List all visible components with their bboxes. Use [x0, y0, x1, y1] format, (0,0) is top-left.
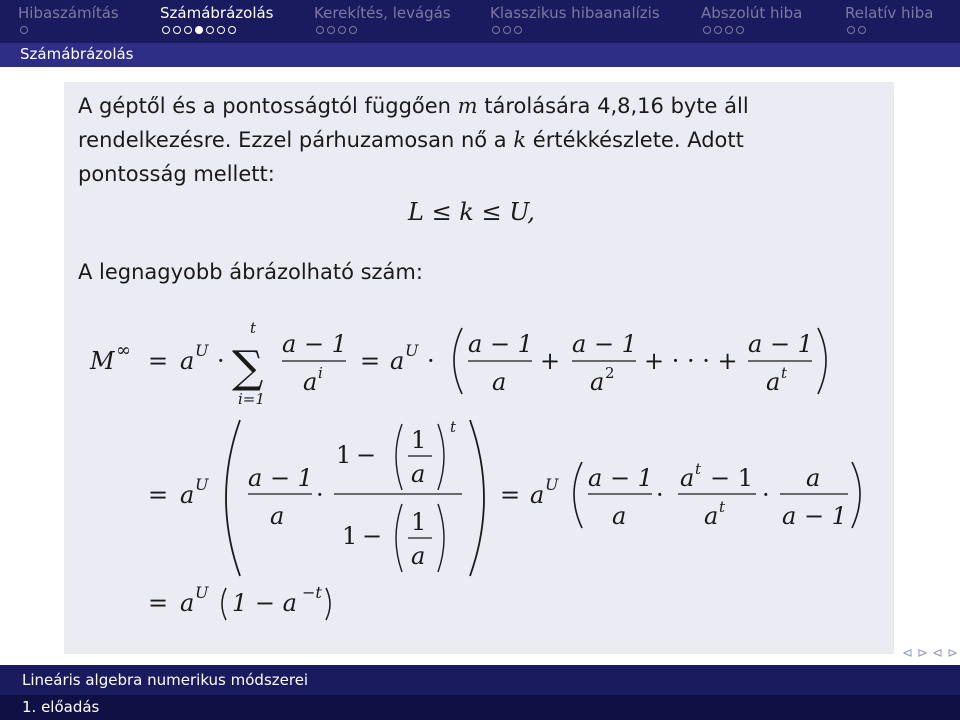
- sum-lower: i=1: [238, 390, 265, 408]
- math-U-sup: U: [545, 475, 559, 494]
- math-one: 1: [411, 426, 427, 454]
- math-minus-one: − 1: [710, 464, 754, 492]
- math-a: a: [704, 502, 719, 530]
- right-paren: [438, 424, 444, 490]
- math-a: a: [270, 502, 285, 530]
- math-a: a: [806, 464, 821, 492]
- math-equals: =: [360, 347, 381, 375]
- math-dot: ·: [762, 481, 770, 509]
- left-paren: [454, 328, 462, 394]
- subsection-title[interactable]: Számábrázolás: [20, 45, 134, 63]
- left-paren: [574, 462, 582, 528]
- math-a: a: [530, 481, 545, 509]
- math-U-sup: U: [195, 583, 209, 602]
- inequality: L ≤ k ≤ U,: [408, 198, 535, 226]
- math-t-sup: t: [781, 364, 788, 382]
- footer-lecture-bar: [0, 695, 960, 720]
- math-one-minus-a: 1 − a: [232, 589, 297, 617]
- math-a: a: [766, 368, 781, 396]
- text-run: értékkészlete. Adott: [532, 128, 744, 152]
- frac-num: a − 1: [248, 464, 313, 492]
- right-paren: [438, 504, 444, 572]
- right-paren: [326, 588, 330, 620]
- math-a: a: [303, 368, 318, 396]
- beamer-navigation-symbols[interactable]: ⊲ ⊳ ⊲ ⊳: [902, 646, 958, 661]
- math-equals: =: [148, 481, 169, 509]
- math-a: a: [180, 481, 195, 509]
- math-a: a: [590, 368, 605, 396]
- left-paren: [396, 424, 402, 490]
- nav-section-abszolut[interactable]: Abszolút hiba: [701, 4, 803, 22]
- math-a: a: [680, 464, 695, 492]
- frac-num: a − 1: [572, 330, 637, 358]
- math-equals: =: [148, 589, 169, 617]
- nav-section-hibaszamitas[interactable]: Hibaszámítás: [18, 4, 119, 22]
- math-one: 1: [336, 441, 352, 469]
- paragraph-line-4: A legnagyobb ábrázolható szám:: [78, 260, 423, 284]
- math-dot: ·: [217, 347, 225, 375]
- big-left-paren: [226, 420, 240, 576]
- math-a: a: [612, 502, 627, 530]
- sum-upper-t: t: [250, 319, 257, 337]
- nav-section-klasszikus[interactable]: Klasszikus hibaanalízis: [490, 4, 660, 22]
- math-equals: =: [148, 347, 169, 375]
- footer-lecture: 1. előadás: [22, 698, 100, 716]
- math-dot: ·: [316, 481, 324, 509]
- math-M: M: [90, 347, 115, 375]
- nav-section-relativ[interactable]: Relatív hiba: [845, 4, 934, 22]
- math-t-sup: t: [695, 460, 702, 478]
- math-equals: =: [500, 481, 521, 509]
- right-paren: [818, 328, 826, 394]
- sum-sign: ∑: [232, 342, 264, 393]
- math-a: a: [180, 589, 195, 617]
- math-one: 1: [342, 522, 358, 550]
- math-plus: +: [540, 347, 561, 375]
- math-dot: ·: [656, 481, 664, 509]
- math-2-sup: 2: [605, 364, 615, 382]
- math-i-sup: i: [318, 364, 323, 382]
- right-paren: [852, 462, 860, 528]
- math-infinity: ∞: [116, 340, 131, 361]
- math-neg-t-sup: −t: [302, 583, 322, 602]
- math-one: 1: [411, 508, 427, 536]
- math-a: a: [411, 460, 426, 488]
- frac-den: a − 1: [782, 502, 847, 530]
- math-minus: −: [356, 441, 377, 469]
- big-right-paren: [470, 420, 484, 576]
- paragraph-line-3: pontosság mellett:: [78, 162, 275, 186]
- nav-section-kerekites[interactable]: Kerekítés, levágás: [314, 4, 451, 22]
- math-k: k: [513, 128, 527, 152]
- math-U-sup: U: [195, 341, 209, 360]
- math-minus: −: [362, 522, 383, 550]
- math-a: a: [180, 347, 195, 375]
- math-dots: + · · · +: [644, 347, 738, 375]
- math-m: m: [457, 94, 478, 118]
- math-t-sup: t: [450, 418, 457, 436]
- math-t-sup: t: [719, 498, 726, 516]
- footer-title-bar: [0, 665, 960, 695]
- frac-num: a − 1: [748, 330, 813, 358]
- math-a: a: [492, 368, 507, 396]
- math-U-sup: U: [195, 475, 209, 494]
- text-run: A géptől és a pontosságtól függően: [78, 94, 451, 118]
- footer-title: Lineáris algebra numerikus módszerei: [22, 671, 309, 689]
- frac-num: a − 1: [468, 330, 533, 358]
- math-a: a: [411, 542, 426, 570]
- frac-num: a − 1: [282, 330, 347, 358]
- math-dot: ·: [427, 347, 435, 375]
- left-paren: [222, 588, 226, 620]
- math-a: a: [390, 347, 405, 375]
- text-run: rendelkezésre. Ezzel párhuzamosan nő a: [78, 128, 507, 152]
- nav-section-szamabrazolas[interactable]: Számábrázolás: [160, 4, 274, 22]
- left-paren: [396, 504, 402, 572]
- frac-num: a − 1: [588, 464, 653, 492]
- math-U-sup: U: [405, 341, 419, 360]
- text-run: tárolására 4,8,16 byte áll: [484, 94, 749, 118]
